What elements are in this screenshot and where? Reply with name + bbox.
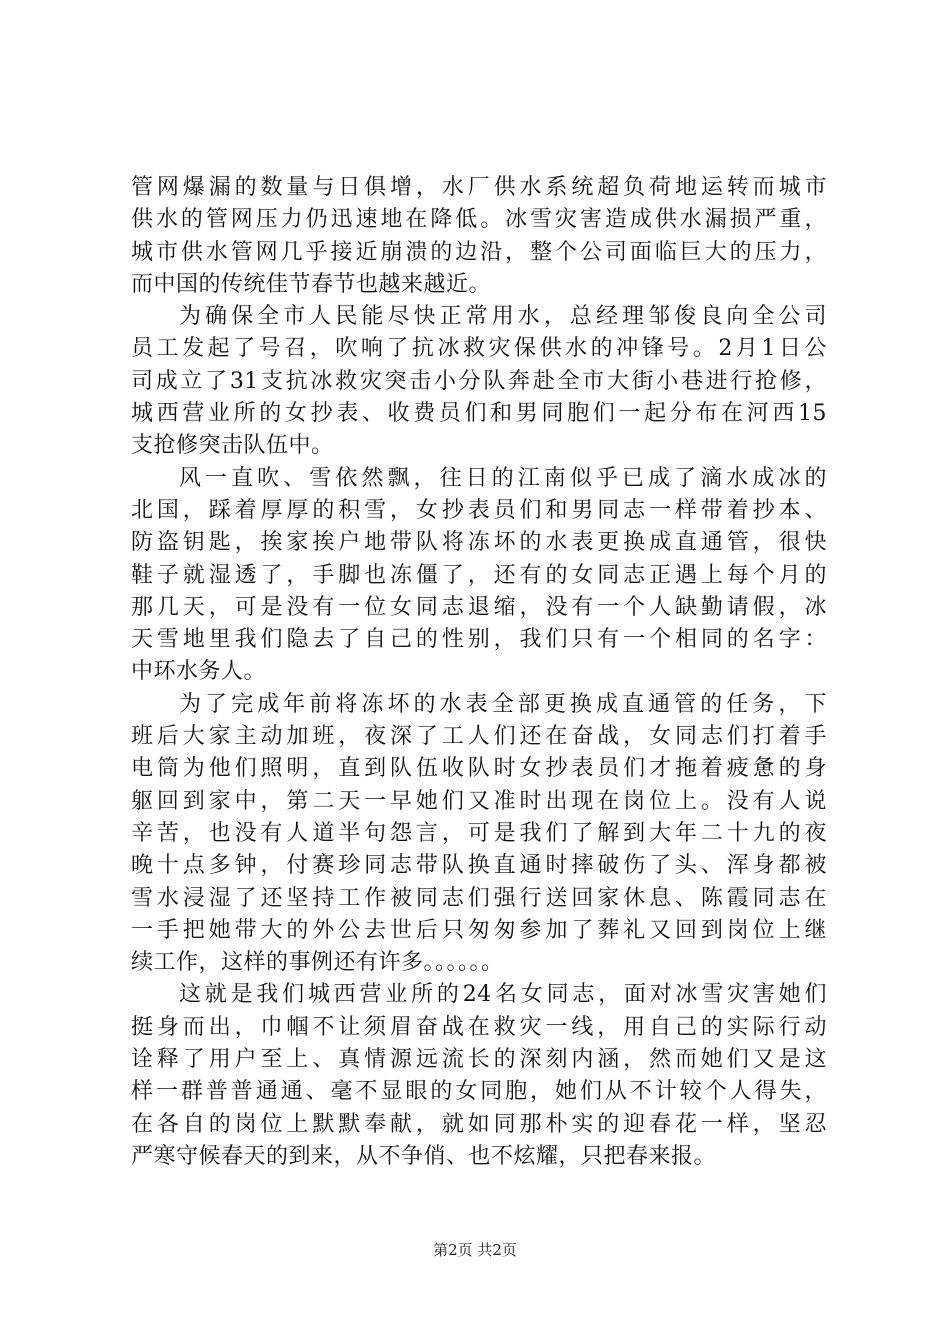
text-line: 辛苦，也没有人道半句怨言，可是我们了解到大年二十九的夜 [131, 820, 827, 846]
text-line: 在各自的岗位上默默奉献，就如同那朴实的迎春花一样，坚忍 [131, 1111, 827, 1137]
body-text [131, 172, 827, 1173]
text-line: 城市供水管网几乎接近崩溃的边沿，整个公司面临巨大的压力， [131, 239, 827, 265]
paragraph-first-line: 这就是我们城西营业所的24名女同志，面对冰雪灾害她们 [179, 982, 827, 1008]
text-line: 中环水务人。 [131, 659, 267, 685]
text-line: 管网爆漏的数量与日俱增，水厂供水系统超负荷地运转而城市 [131, 175, 827, 200]
text-line: 鞋子就湿透了，手脚也冻僵了，还有的女同志正遇上每个月的 [131, 562, 827, 588]
text-line: 诠释了用户至上、真情源远流长的深刻内涵，然而她们又是这 [131, 1047, 827, 1073]
text-line: 天雪地里我们隐去了自己的性别，我们只有一个相同的名字： [131, 627, 827, 653]
text-line: 挺身而出，巾帼不让须眉奋战在救灾一线，用自己的实际行动 [131, 1014, 827, 1040]
text-line: 支抢修突击队伍中。 [131, 433, 334, 459]
text-line: 城西营业所的女抄表、收费员们和男同胞们一起分布在河西15 [131, 401, 827, 427]
paragraph-first-line: 为了完成年前将冻坏的水表全部更换成直通管的任务，下 [179, 691, 827, 717]
text-line: 一手把她带大的外公去世后只匆匆参加了葬礼又回到岗位上继 [131, 917, 827, 943]
text-line: 那几天，可是没有一位女同志退缩，没有一个人缺勤请假，冰 [131, 594, 827, 620]
paragraph-first-line: 为确保全市人民能尽快正常用水，总经理邹俊良向全公司 [179, 304, 827, 330]
text-line: 员工发起了号召，吹响了抗冰救灾保供水的冲锋号。2月1日公 [131, 336, 827, 362]
text-line: 电筒为他们照明，直到队伍收队时女抄表员们才拖着疲惫的身 [131, 756, 827, 782]
text-line: 晚十点多钟，付赛珍同志带队换直通时摔破伤了头、浑身都被 [131, 853, 827, 879]
text-line: 样一群普普通通、毫不显眼的女同胞，她们从不计较个人得失， [131, 1079, 827, 1105]
text-line: 司成立了31支抗冰救灾突击小分队奔赴全市大街小巷进行抢修， [131, 368, 827, 394]
text-line: 续工作，这样的事例还有许多。。。。。。 [131, 950, 504, 976]
text-line: 北国，踩着厚厚的积雪，女抄表员们和男同志一样带着抄本、 [131, 497, 827, 523]
text-line: 班后大家主动加班，夜深了工人们还在奋战，女同志们打着手 [131, 724, 827, 750]
text-line: 雪水浸湿了还坚持工作被同志们强行送回家休息、陈霞同志在 [131, 885, 827, 911]
text-line: 供水的管网压力仍迅速地在降低。冰雪灾害造成供水漏损严重， [131, 207, 827, 233]
text-line: 严寒守候春天的到来，从不争俏、也不炫耀，只把春来报。 [131, 1143, 717, 1169]
text-line: 防盗钥匙，挨家挨户地带队将冻坏的水表更换成直通管，很快 [131, 530, 827, 556]
page-number: 第2页 共2页 [433, 1241, 517, 1259]
text-line: 而中国的传统佳节春节也越来越近。 [131, 271, 492, 297]
text-line: 躯回到家中，第二天一早她们又准时出现在岗位上。没有人说 [131, 788, 827, 814]
paragraph-first-line: 风一直吹、雪依然飘，往日的江南似乎已成了滴水成冰的 [179, 465, 827, 491]
